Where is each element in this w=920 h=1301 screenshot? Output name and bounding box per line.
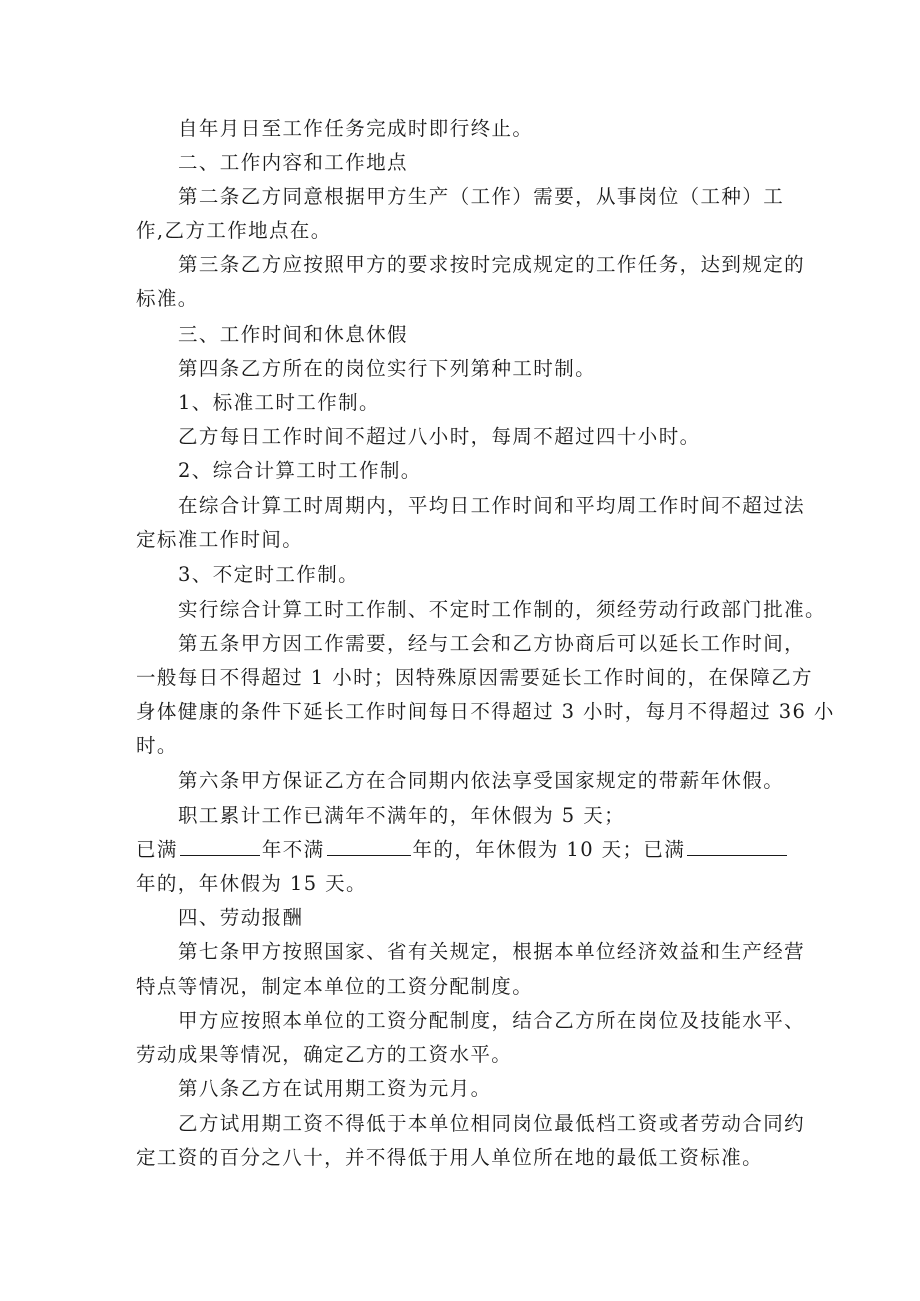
paragraph-line: 第三条乙方应按照甲方的要求按时完成规定的工作任务，达到规定的 [178,253,806,276]
paragraph-line: 标准。 [136,287,199,310]
paragraph-line: 一般每日不得超过 1 小时；因特殊原因需要延长工作时间的，在保障乙方 [136,666,813,689]
list-item: 3、不定时工作制。 [178,563,360,586]
paragraph-line: 定工资的百分之八十，并不得低于用人单位所在地的最低工资标准。 [136,1146,764,1169]
fill-in-text: 年不满 [261,838,325,861]
section-heading: 四、劳动报酬 [178,906,304,929]
paragraph-line: 第五条甲方因工作需要，经与工会和乙方协商后可以延长工作时间， [178,632,806,655]
section-heading: 三、工作时间和休息休假 [178,323,408,346]
paragraph-line: 乙方每日工作时间不超过八小时，每周不超过四十小时。 [178,425,701,448]
blank-field [327,837,411,856]
paragraph-line: 劳动成果等情况，确定乙方的工资水平。 [136,1043,513,1066]
list-item: 2、综合计算工时工作制。 [178,459,422,482]
paragraph-line: 甲方应按照本单位的工资分配制度，结合乙方所在岗位及技能水平、 [178,1009,806,1032]
paragraph-line: 定标准工作时间。 [136,528,304,551]
paragraph-line: 时。 [136,734,178,757]
fill-in-line [136,837,789,863]
fill-in-text: 年的，年休假为 10 天；已满 [412,838,686,861]
blank-field [687,837,787,856]
paragraph-line: 第八条乙方在试用期工资为元月。 [178,1077,492,1100]
paragraph-line: 第二条乙方同意根据甲方生产（工作）需要，从事岗位（工种）工 [178,185,785,208]
paragraph-line: 年的，年休假为 15 天。 [136,872,367,895]
fill-in-text: 已满 [136,838,178,861]
paragraph-line: 第四条乙方所在的岗位实行下列第种工时制。 [178,357,597,380]
paragraph-line: 职工累计工作已满年不满年的，年休假为 5 天； [178,804,626,827]
blank-field [180,837,260,856]
list-item: 1、标准工时工作制。 [178,391,380,414]
paragraph-line: 乙方试用期工资不得低于本单位相同岗位最低档工资或者劳动合同约 [178,1112,806,1135]
section-heading: 二、工作内容和工作地点 [178,151,408,174]
paragraph-line: 在综合计算工时周期内，平均日工作时间和平均周工作时间不超过法 [178,494,806,517]
paragraph-line: 第七条甲方按照国家、省有关规定，根据本单位经济效益和生产经营 [178,940,806,963]
paragraph-line: 身体健康的条件下延长工作时间每日不得超过 3 小时，每月不得超过 36 小 [136,700,835,723]
paragraph-line: 实行综合计算工时工作制、不定时工作制的，须经劳动行政部门批准。 [178,598,826,621]
paragraph-line: 第六条甲方保证乙方在合同期内依法享受国家规定的带薪年休假。 [178,769,785,792]
paragraph-line: 特点等情况，制定本单位的工资分配制度。 [136,975,534,998]
paragraph-line: 作,乙方工作地点在。 [136,219,332,242]
paragraph-line: 自年月日至工作任务完成时即行终止。 [178,117,534,140]
